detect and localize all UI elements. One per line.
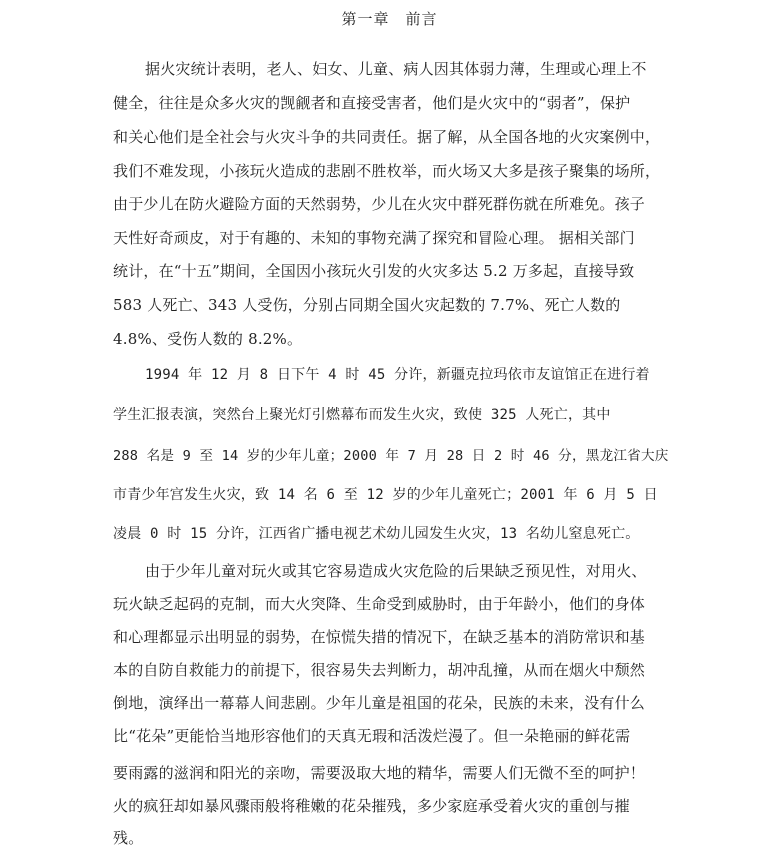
paragraph-3-line-9: 残。 [113,829,144,847]
chapter-title: 第一章 前言 [341,10,438,28]
paragraph-1-line-9: 4.8%、受伤人数的 8.2%。 [113,330,303,348]
paragraph-2-line-1: 1994 年 12 月 8 日下午 4 时 45 分许，新疆克拉玛依市友谊馆正在进行着 [145,367,650,383]
paragraph-3-line-3: 和心理都显示出明显的弱势，在惊慌失措的情况下，在缺乏基本的消防常识和基 [113,628,646,646]
paragraph-2-line-3: 288 名是 9 至 14 岁的少年儿童；2000 年 7 月 28 日 2 时 46 分，黑龙江省大庆 [113,448,669,464]
paragraph-3-line-6: 比“花朵”更能恰当地形容他们的天真无瑕和活泼烂漫了。但一朵艳丽的鲜花需 [113,727,631,745]
paragraph-1-line-3: 和关心他们是全社会与火灾斗争的共同责任。据了解，从全国各地的火灾案例中， [113,128,661,146]
paragraph-3-line-8: 火的疯狂却如暴风骤雨般将稚嫩的花朵摧残，多少家庭承受着火灾的重创与摧 [113,797,630,815]
paragraph-1-line-7: 统计，在“十五”期间，全国因小孩玩火引发的火灾多达 5.2 万多起，直接导致 [113,262,635,280]
paragraph-1-line-2: 健全，往往是众多火灾的觊觎者和直接受害者，他们是火灾中的“弱者”，保护 [113,94,631,112]
paragraph-2-line-4: 市青少年宫发生火灾，致 14 名 6 至 12 岁的少年儿童死亡；2001 年 6 月 5 日 [113,487,658,503]
paragraph-1-line-1: 据火灾统计表明，老人、妇女、儿童、病人因其体弱力薄，生理或心理上不 [145,60,647,78]
paragraph-1-line-6: 天性好奇顽皮，对于有趣的、未知的事物充满了探究和冒险心理。 据相关部门 [113,229,635,247]
paragraph-3-line-7: 要雨露的滋润和阳光的亲吻，需要汲取大地的精华，需要人们无微不至的呵护！ [113,764,646,782]
paragraph-1-line-8: 583 人死亡、343 人受伤，分别占同期全国火灾起数的 7.7%、死亡人数的 [113,296,621,314]
paragraph-2-line-5: 凌晨 0 时 15 分许，江西省广播电视艺术幼儿园发生火灾，13 名幼儿窒息死亡。 [113,526,640,542]
paragraph-1-line-4: 我们不难发现，小孩玩火造成的悲剧不胜枚举，而火场又大多是孩子聚集的场所， [113,162,661,180]
paragraph-1-line-5: 由于少儿在防火避险方面的天然弱势，少儿在火灾中群死群伤就在所难免。孩子 [113,195,646,213]
paragraph-2-line-2: 学生汇报表演，突然台上聚光灯引燃幕布而发生火灾，致使 325 人死亡，其中 [113,407,611,423]
paragraph-3-line-4: 本的自防自救能力的前提下，很容易失去判断力，胡冲乱撞，从而在烟火中颓然 [113,661,646,679]
paragraph-3-line-5: 倒地，演绎出一幕幕人间悲剧。少年儿童是祖国的花朵，民族的未来，没有什么 [113,694,646,712]
paragraph-3-line-1: 由于少年儿童对玩火或其它容易造成火灾危险的后果缺乏预见性，对用火、 [145,562,647,580]
paragraph-3-line-2: 玩火缺乏起码的克制，而大火突降、生命受到威胁时，由于年龄小，他们的身体 [113,595,646,613]
